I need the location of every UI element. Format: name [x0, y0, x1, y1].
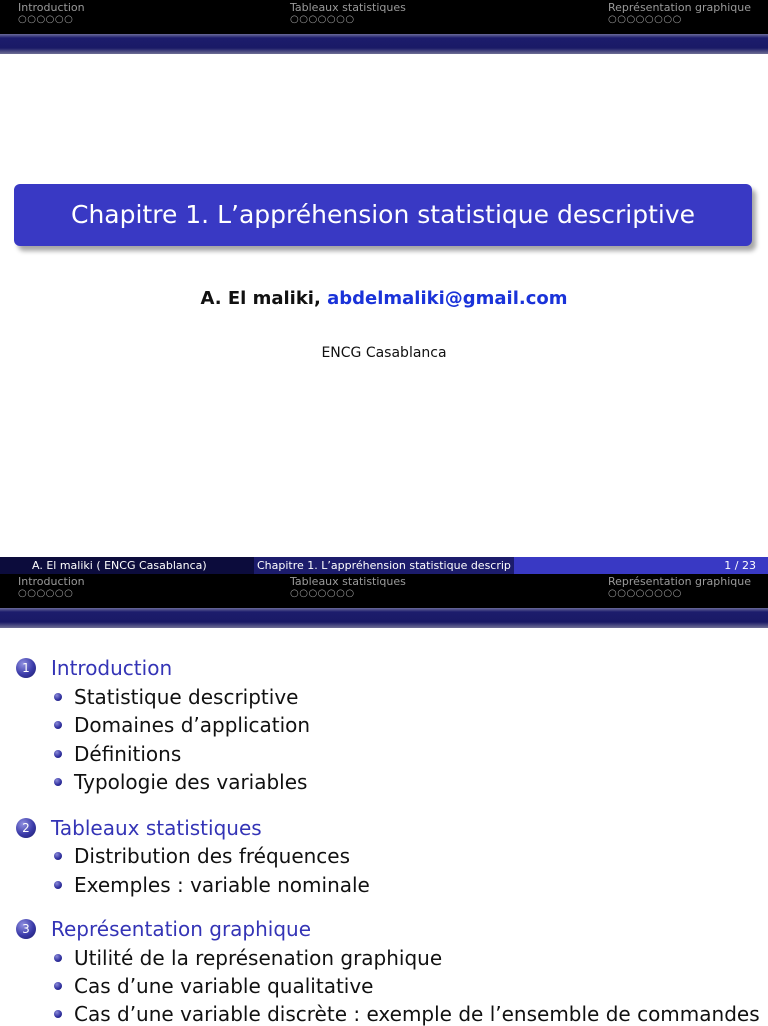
bullet-icon [54, 881, 62, 889]
author-line [0, 288, 768, 309]
nav-subsection-dots[interactable]: ○○○○○○○ [290, 14, 355, 25]
bullet-icon [54, 954, 62, 962]
nav-section-label[interactable]: Tableaux statistiques [290, 575, 406, 588]
outline-subsection[interactable] [54, 844, 350, 868]
nav-subsection-dots[interactable]: ○○○○○○ [18, 14, 74, 25]
outline-subsection[interactable] [54, 742, 181, 766]
bullet-icon [54, 982, 62, 990]
nav-section-representation[interactable] [608, 575, 751, 600]
footer-author: A. El maliki ( ENCG Casablanca) [32, 559, 207, 572]
footer-page-number: 1 / 23 [724, 559, 756, 572]
outline-section-1[interactable] [16, 656, 172, 680]
bullet-icon [54, 750, 62, 758]
top-navigation-bar [0, 0, 768, 34]
slide-title: Chapitre 1. L’appréhension statistique descriptive [70, 200, 695, 229]
nav-subsection-dots[interactable]: ○○○○○○○○ [608, 588, 682, 599]
outline-subsection[interactable] [54, 873, 370, 897]
outline-subsection[interactable] [54, 974, 373, 998]
footer-title-box [254, 557, 514, 574]
header-stripe-2 [0, 608, 768, 628]
outline-subsection-label[interactable]: Distribution des fréquences [74, 844, 351, 868]
slide-title-box [14, 184, 752, 246]
nav-subsection-dots[interactable]: ○○○○○○○○ [608, 14, 682, 25]
nav-section-tableaux[interactable] [290, 575, 406, 600]
outline-subsection-label[interactable]: Statistique descriptive [74, 685, 299, 709]
nav-subsection-dots[interactable]: ○○○○○○ [18, 588, 74, 599]
bullet-icon [54, 852, 62, 860]
outline-subsection[interactable] [54, 770, 307, 794]
bullet-icon [54, 721, 62, 729]
outline-subsection[interactable] [54, 1002, 760, 1026]
nav-section-tableaux[interactable] [290, 1, 406, 26]
outline-section-2[interactable] [16, 816, 262, 840]
outline-subsection[interactable] [54, 946, 442, 970]
outline-subsection-label[interactable]: Typologie des variables [74, 770, 308, 794]
nav-section-label[interactable]: Introduction [18, 575, 85, 588]
header-stripe [0, 34, 768, 54]
section-number-ball: 3 [16, 919, 36, 939]
outline-subsection-label[interactable]: Exemples : variable nominale [74, 873, 370, 897]
top-navigation-bar-2 [0, 574, 768, 608]
nav-subsection-dots[interactable]: ○○○○○○○ [290, 588, 355, 599]
bullet-icon [54, 1010, 62, 1018]
bullet-icon [54, 693, 62, 701]
footer-title: Chapitre 1. L’appréhension statistique descrip [257, 559, 511, 572]
author-email-link[interactable]: abdelmaliki@gmail.com [327, 288, 568, 309]
nav-section-label[interactable]: Représentation graphique [608, 575, 752, 588]
nav-section-label[interactable]: Tableaux statistiques [290, 1, 406, 14]
footer-author-box [0, 557, 254, 574]
bullet-icon [54, 778, 62, 786]
outline-section-3[interactable] [16, 917, 311, 941]
nav-section-introduction[interactable] [18, 1, 85, 26]
outline-subsection[interactable] [54, 685, 298, 709]
outline-subsection-label[interactable]: Cas d’une variable qualitative [74, 974, 374, 998]
nav-section-label[interactable]: Introduction [18, 1, 85, 14]
outline-subsection-label[interactable]: Définitions [74, 742, 182, 766]
slide-footer [0, 557, 768, 574]
section-number-ball: 2 [16, 818, 36, 838]
outline-subsection-label[interactable]: Domaines d’application [74, 713, 311, 737]
outline-subsection-label[interactable]: Cas d’une variable discrète : exemple de l’ensemble de commandes [74, 1002, 760, 1026]
outline-section-title[interactable]: Introduction [51, 656, 173, 680]
nav-section-representation[interactable] [608, 1, 751, 26]
nav-section-introduction[interactable] [18, 575, 85, 600]
institution: ENCG Casablanca [321, 345, 447, 361]
outline-subsection[interactable] [54, 713, 310, 737]
nav-section-label[interactable]: Représentation graphique [608, 1, 752, 14]
footer-page-box [514, 557, 768, 574]
section-number-ball: 1 [16, 658, 36, 678]
outline-section-title[interactable]: Tableaux statistiques [51, 816, 262, 840]
author-name: A. El maliki, [200, 288, 321, 309]
outline-section-title[interactable]: Représentation graphique [51, 917, 312, 941]
outline-subsection-label[interactable]: Utilité de la représenation graphique [74, 946, 443, 970]
